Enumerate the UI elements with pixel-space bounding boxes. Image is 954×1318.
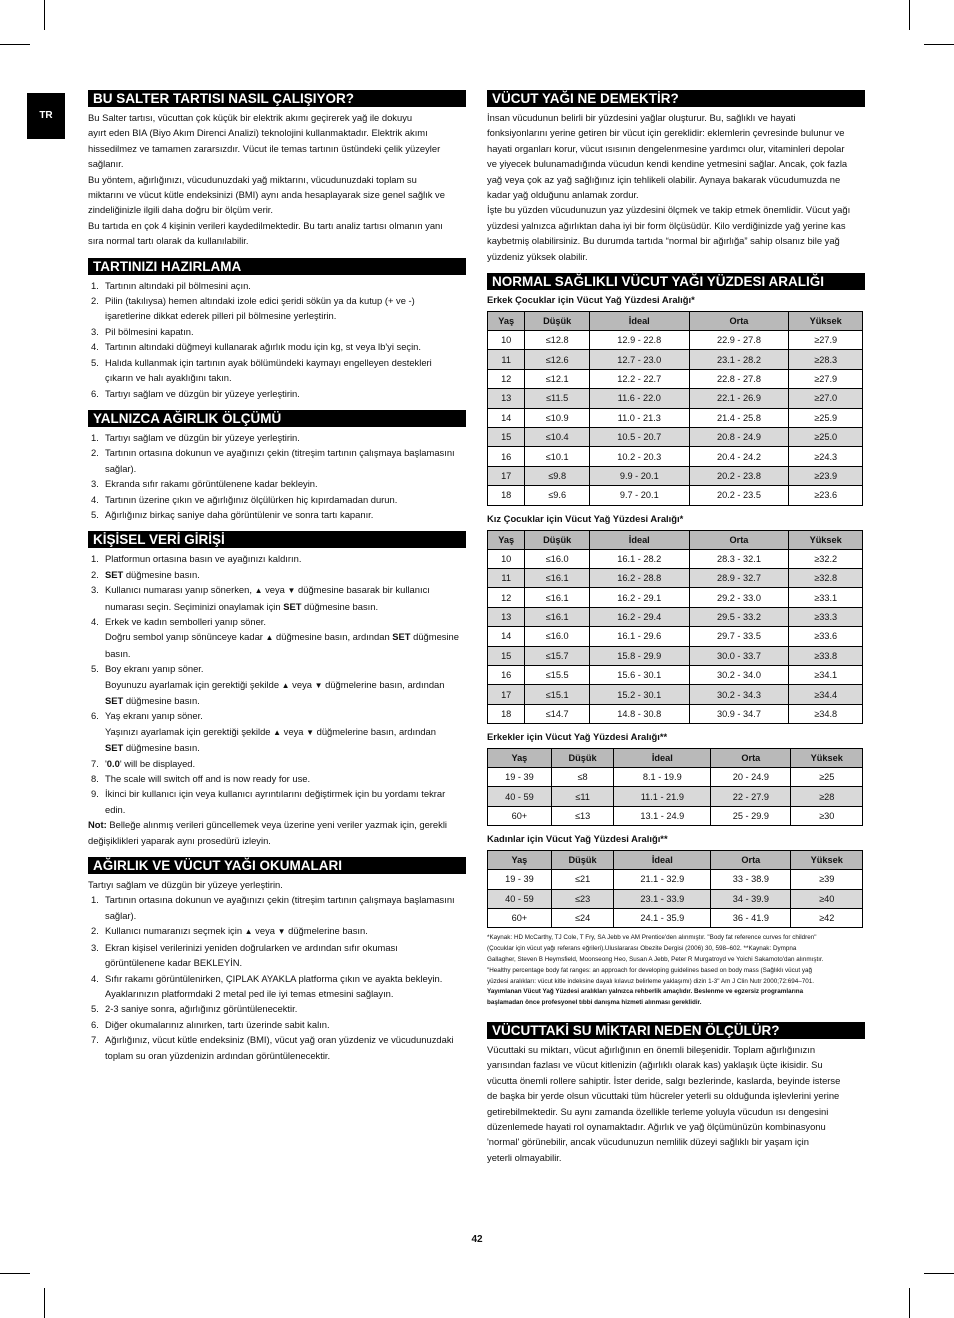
footnote-line: "Healthy percentage body fat ranges: an approach for developing guidelines based on body mass (Sağlıklı vücut yağ [487, 966, 812, 974]
triangle-down-icon: ▼ [306, 727, 314, 737]
list-item: 6. Diğer okumalarınız alınırken, tartı üzerinde sabit kalın. [91, 1018, 330, 1030]
footnote-line: Yayımlanan Vücut Yağ Yüzdesi aralıkları yalnızca rehberlik amaçlıdır. Beslenme ve egzersiz programlarına [487, 988, 804, 996]
column-header: Yaş [488, 530, 525, 549]
table-cell: 11 [488, 350, 525, 369]
readings-intro: Tartıyı sağlam ve düzgün bir yüzeye yerleştirin. [88, 879, 283, 891]
paragraph-line: fonksiyonlarını yerine getiren bir vücut için gereklidir: eklemlerin çevresinde bulunur ve [487, 127, 845, 139]
paragraph-line: Bu Salter tartısı, vücuttan çok küçük bir elektrik akımı geçirerek yağ ile dokuyu [88, 112, 413, 123]
table-cell: ≤8 [551, 768, 614, 787]
table-cell: 14 [488, 627, 525, 646]
table-row [488, 909, 863, 928]
paragraph-line: miktarını ve vücut kütle endeksinizi (BMI) aynı anda hesaplayarak size genel sağlık ve [88, 189, 445, 201]
table-cell: ≥33.3 [789, 607, 863, 626]
section-title-readings: AĞIRLIK VE VÜCUT YAĞI OKUMALARI [88, 857, 466, 874]
column-header: Yüksek [789, 312, 863, 331]
table-cell: 9.9 - 20.1 [589, 466, 689, 485]
table-cell: 11 [488, 568, 525, 587]
column-header: Orta [711, 749, 791, 768]
paragraph-line: zindeliğinizle ilgili daha doğru bir ölçüm verir. [88, 204, 273, 216]
table-caption-women: Kadınlar için Vücut Yağ Yüzdesi Aralığı** [487, 833, 668, 845]
table-cell: ≥32.8 [789, 568, 863, 587]
list-item: 3. Ekranda sıfır rakamı görüntülenene kadar bekleyin. [91, 478, 318, 490]
table-cell: 16.1 - 29.6 [589, 627, 689, 646]
table-cell: 13 [488, 607, 525, 626]
table-cell: ≤12.8 [525, 331, 590, 350]
table-cell: 60+ [488, 806, 552, 825]
table-cell: ≥27.0 [789, 389, 863, 408]
readings-steps [88, 892, 466, 1062]
table-cell: 22.8 - 27.8 [689, 369, 789, 388]
table-cell: 16.1 - 28.2 [589, 549, 689, 568]
table-cell: ≤15.7 [525, 646, 590, 665]
table-row [488, 350, 863, 369]
table-cell: ≤14.7 [525, 704, 590, 723]
paragraph-line: sağlanır. [88, 158, 124, 170]
table-cell: 24.1 - 35.9 [614, 909, 711, 928]
table-row [488, 768, 863, 787]
column-header: Orta [689, 312, 789, 331]
list-item: 5. Halıda kullanmak için tartının ayak bölümündeki kaymayı engelleyen destekleri çıkarın ve halı ayaklığını takın. [91, 356, 432, 384]
paragraph-line: kaybetmiş olabilirsiniz. Bu durumda tartıda “normal bir ağırlığa” sahip olsanız bile yağ [487, 235, 840, 247]
table-cell: ≥28.3 [789, 350, 863, 369]
table-cell: ≥32.2 [789, 549, 863, 568]
list-item: 3. Pil bölmesini kapatın. [91, 325, 194, 337]
table-cell: ≥42 [791, 909, 863, 928]
table-cell: ≤11.5 [525, 389, 590, 408]
triangle-up-icon: ▲ [273, 727, 282, 737]
column-header: Orta [711, 851, 791, 870]
paragraph-line: sıra normal tartı olarak da kullanılabilir. [88, 235, 249, 247]
crop-mark [909, 0, 910, 30]
column-header: İdeal [614, 851, 711, 870]
weight-only-steps [88, 430, 466, 522]
crop-mark [0, 1273, 30, 1274]
table-cell: ≤12.1 [525, 369, 590, 388]
table-cell: 8.1 - 19.9 [614, 768, 711, 787]
table-cell: ≤10.4 [525, 428, 590, 447]
list-item: 2. Pilin (takılıysa) hemen altındaki izole edici şeridi sökün ya da kutup (+ ve -) işaretlerine dikkat ederek pilleri pil bölmesine yerleştirin. [91, 295, 415, 322]
table-caption-boys: Erkek Çocuklar için Vücut Yağ Yüzdesi Aralığı* [487, 294, 695, 306]
paragraph-line: yüzdesi yalnızca ağırlıktan daha iyi bir form ölçüsüdür. Kilo verdiğinizde yağ yerine kas [487, 219, 846, 231]
table-row [488, 685, 863, 704]
body-fat-body [487, 110, 865, 264]
table-cell: 15 [488, 646, 525, 665]
paragraph-line: de başka bir yerde olsun vücuttaki tüm hücreler yeterli su olduğunda işlevlerini yerine [487, 1090, 840, 1102]
paragraph-line: ayırt eden BIA (Biyo Akım Direnci Analizi) teknolojini kullanmaktadır. Elektrik akımı [88, 127, 428, 139]
table-header-row [488, 312, 863, 331]
list-item: 1. Tartıyı sağlam ve düzgün bir yüzeye yerleştirin. [91, 431, 300, 443]
table-cell: ≥23.6 [789, 486, 863, 505]
paragraph-line: İnsan vücudunun belirli bir yüzdesini yağlar oluşturur. Bu, sağlıklı ve hayati [487, 112, 796, 123]
table-cell: ≥25 [791, 768, 863, 787]
section-title-weight-only: YALNIZCA AĞIRLIK ÖLÇÜMÜ [88, 410, 466, 427]
column-header: Yüksek [789, 530, 863, 549]
table-cell: 23.1 - 28.2 [689, 350, 789, 369]
footnote-line: *Kaynak: HD McCarthy, TJ Cole, T Fry, SA Jebb ve AM Prentice'den alınmıştır. "Body fat reference curves for children" [487, 934, 817, 942]
table-cell: 10 [488, 549, 525, 568]
table-row [488, 568, 863, 587]
list-item: 7. '0.0' will be displayed. [91, 757, 196, 769]
table-row [488, 889, 863, 908]
list-item: 4. Sıfır rakamı görüntülenirken, ÇIPLAK AYAKLA platforma çıkın ve ayakta bekleyin. Ayaklarınızın platformdaki 2 metal ped ile iyi temas etmesini sağlayın. [91, 972, 443, 999]
table-row [488, 331, 863, 350]
crop-mark [44, 1288, 45, 1318]
triangle-up-icon: ▲ [244, 927, 253, 937]
triangle-up-icon: ▲ [254, 586, 263, 596]
table-cell: ≤24 [551, 909, 614, 928]
left-column [88, 90, 466, 1063]
column-header: Düşük [551, 749, 614, 768]
list-item: 6. Tartıyı sağlam ve düzgün bir yüzeye yerleştirin. [91, 387, 300, 399]
table-cell: ≥24.3 [789, 447, 863, 466]
table-cell: 12.9 - 22.8 [589, 331, 689, 350]
table-cell: ≤15.1 [525, 685, 590, 704]
table-cell: 30.0 - 33.7 [689, 646, 789, 665]
table-cell: 10.2 - 20.3 [589, 447, 689, 466]
paragraph-line: Bu yöntem, ağırlığınızı, vücudunuzdaki yağ miktarını, vücudunuzdaki toplam su [88, 173, 417, 185]
table-row [488, 627, 863, 646]
table-cell: ≥33.8 [789, 646, 863, 665]
table-cell: 36 - 41.9 [711, 909, 791, 928]
footnote-line: Gallagher, Steven B Heymsfield, Moonseong Heo, Susan A Jebb, Peter R Murgatroyd ve Yoichi Sakamoto'dan alınmıştır. [487, 956, 824, 964]
list-item: 1. Platformun ortasına basın ve ayağınızı kaldırın. [91, 553, 302, 565]
table-row [488, 646, 863, 665]
table-row [488, 607, 863, 626]
table-cell: 20 - 24.9 [711, 768, 791, 787]
table-cell: 11.1 - 21.9 [614, 787, 711, 806]
table-cell: ≤10.9 [525, 408, 590, 427]
paragraph-line: yeterli olmayabilir. [487, 1151, 562, 1163]
table-cell: 12 [488, 369, 525, 388]
triangle-up-icon: ▲ [265, 633, 274, 643]
table-cell: 15.2 - 30.1 [589, 685, 689, 704]
crop-mark [0, 44, 30, 45]
how-it-works-body [88, 110, 466, 249]
crop-mark [924, 44, 954, 45]
table-cell: 30.2 - 34.0 [689, 665, 789, 684]
table-cell: ≥34.8 [789, 704, 863, 723]
table-cell: 29.2 - 33.0 [689, 588, 789, 607]
table-cell: 11.0 - 21.3 [589, 408, 689, 427]
paragraph-line: yarısından fazlası ve vücut kitlenizin (ağırlıklı olarak kas) yaklaşık üçte ikisidir. Su [487, 1059, 823, 1071]
triangle-up-icon: ▲ [281, 680, 290, 690]
table-cell: ≥23.9 [789, 466, 863, 485]
section-title-personal-data: KİŞİSEL VERİ GİRİŞİ [88, 531, 466, 548]
list-item: 3. Ekran kişisel verilerinizi yeniden doğrularken ve ardından sıfır okuması görüntülenene kadar BEKLEYİN. [91, 941, 398, 969]
table-cell: 16.2 - 28.8 [589, 568, 689, 587]
column-header: İdeal [589, 530, 689, 549]
column-header: Düşük [525, 530, 590, 549]
table-row [488, 369, 863, 388]
table-cell: 40 - 59 [488, 787, 552, 806]
table-header-row [488, 749, 863, 768]
table-cell: 9.7 - 20.1 [589, 486, 689, 505]
paragraph-line: vücutta önemli rollere sahiptir. İster deride, salgı bezlerinde, kaslarda, beyinde isterse [487, 1074, 841, 1086]
list-item: 4. Tartının altındaki düğmeyi kullanarak ağırlık modu için kg, st veya lb'yi seçin. [91, 341, 421, 353]
paragraph-line: İşte bu yüzden vücudunuzun yaz yüzdesini ölçmek ve takip etmek önemlidir. Vücut yağı [487, 204, 851, 216]
table-cell: 22 - 27.9 [711, 787, 791, 806]
table-cell: 20.4 - 24.2 [689, 447, 789, 466]
table-cell: 34 - 39.9 [711, 889, 791, 908]
table-cell: 30.9 - 34.7 [689, 704, 789, 723]
paragraph-line: hissedilmez ve tamamen zararsızdır. Vücut ile temas tartının üstündeki çelik yüzeyler [88, 142, 441, 154]
footnote-line: başlamadan önce profesyonel tıbbi danışma hizmeti alınması gereklidir. [487, 999, 702, 1007]
table-cell: ≤16.1 [525, 607, 590, 626]
table-cell: 16.2 - 29.1 [589, 588, 689, 607]
table-cell: 16.2 - 29.4 [589, 607, 689, 626]
table-row [488, 665, 863, 684]
table-caption-girls: Kız Çocuklar için Vücut Yağ Yüzdesi Aralığı* [487, 512, 684, 524]
table-cell: ≥30 [791, 806, 863, 825]
list-item: 5. 2-3 saniye sonra, ağırlığınız görüntülenecektir. [91, 1003, 298, 1015]
table-cell: ≤13 [551, 806, 614, 825]
list-item: 4. Tartının üzerine çıkın ve ağırlığınız ölçülürken hiç kıpırdamadan durun. [91, 493, 398, 505]
table-row [488, 704, 863, 723]
column-header: İdeal [614, 749, 711, 768]
table-cell: 18 [488, 704, 525, 723]
table-cell: 15 [488, 428, 525, 447]
list-item: 3. Kullanıcı numarası yanıp sönerken, ▲ veya ▼ düğmesine basarak bir kullanıcı numarası seçin. Seçiminizi onaylamak için SET düğmesine basın. [91, 584, 430, 612]
column-header: Yaş [488, 312, 525, 331]
table-cell: 12.2 - 22.7 [589, 369, 689, 388]
list-item: 2. Kullanıcı numaranızı seçmek için ▲ veya ▼ düğmelerine basın. [91, 925, 368, 937]
table-cell: ≥33.1 [789, 588, 863, 607]
table-cell: ≥34.1 [789, 665, 863, 684]
list-item: 2. SET düğmesine basın. [91, 568, 200, 580]
table-cell: 29.7 - 33.5 [689, 627, 789, 646]
water-body [487, 1042, 865, 1165]
table-row [488, 787, 863, 806]
table-row [488, 549, 863, 568]
table-men [487, 748, 863, 826]
triangle-down-icon: ▼ [314, 680, 323, 690]
table-cell: 15.6 - 30.1 [589, 665, 689, 684]
paragraph-line: Vücuttaki su miktarı, vücut ağırlığının en önemli bileşenidir. Toplam ağırlığınızın [487, 1044, 816, 1056]
table-cell: 15.8 - 29.9 [589, 646, 689, 665]
table-cell: ≤16.0 [525, 627, 590, 646]
preparing-steps [88, 278, 466, 401]
table-cell: 14.8 - 30.8 [589, 704, 689, 723]
table-cell: 12 [488, 588, 525, 607]
table-cell: ≥33.6 [789, 627, 863, 646]
list-item: 5. Ağırlığınız birkaç saniye daha görüntülenir ve sonra tartı kapanır. [91, 508, 374, 520]
column-header: Düşük [525, 312, 590, 331]
table-cell: 21.1 - 32.9 [614, 870, 711, 889]
paragraph-line: hayati organları korur, vücut ısısının dengelenmesine yardımcı olur, vitaminleri depolar [487, 142, 845, 154]
table-cell: 19 - 39 [488, 768, 552, 787]
paragraph-line: 'normal' görünebilir, ancak vücudunuzun nemlilik düzeyi sağlıklı bir yaşam için [487, 1136, 809, 1148]
table-cell: ≥28 [791, 787, 863, 806]
list-item: 9. İkinci bir kullanıcı için veya kullanıcı ayrıntılarını değiştirmek için bu yordamı tekrar edin. [91, 788, 446, 815]
page-number: 42 [471, 1234, 483, 1245]
list-item: 7. Ağırlığınız, vücut kütle endeksiniz (BMI), vücut yağ oran yüzdeniz ve vücudunuzdaki toplam su oran yüzdenizin ardından görüntülenecektir. [91, 1034, 454, 1061]
table-cell: 19 - 39 [488, 870, 552, 889]
paragraph-line: yüzdeniz yüksek olabilir. [487, 250, 588, 262]
table-cell: 30.2 - 34.3 [689, 685, 789, 704]
list-item: 1. Tartının ortasına dokunun ve ayağınızı çekin (titreşim tartının çalışmaya başlamasını sağlar). [91, 894, 455, 921]
table-cell: 23.1 - 33.9 [614, 889, 711, 908]
table-row [488, 806, 863, 825]
table-header-row [488, 851, 863, 870]
table-cell: 21.4 - 25.8 [689, 408, 789, 427]
table-cell: 33 - 38.9 [711, 870, 791, 889]
paragraph-line: düzenlemede hayati rol oynamaktadır. Ağırlık ve yağ ölçümünüzün kombinasyonu [487, 1121, 826, 1133]
triangle-down-icon: ▼ [277, 927, 286, 937]
column-header: Orta [689, 530, 789, 549]
footnote-line: yüzdesi aralıkları: vücut kitle indeksine dayalı kılavuz belirleme yaklaşımı) dizin 1-3" Am J Clin Nutr 2000;72:694–701. [487, 977, 815, 985]
table-cell: 20.8 - 24.9 [689, 428, 789, 447]
table-cell: ≤23 [551, 889, 614, 908]
table-cell: ≤12.6 [525, 350, 590, 369]
table-cell: 14 [488, 408, 525, 427]
table-cell: 29.5 - 33.2 [689, 607, 789, 626]
table-row [488, 428, 863, 447]
table-cell: ≤21 [551, 870, 614, 889]
table-cell: 17 [488, 685, 525, 704]
table-cell: 10.5 - 20.7 [589, 428, 689, 447]
table-cell: 22.9 - 27.8 [689, 331, 789, 350]
section-title-water: VÜCUTTAKİ SU MİKTARI NEDEN ÖLÇÜLÜR? [487, 1022, 865, 1039]
column-header: Düşük [551, 851, 614, 870]
paragraph-line: kadar yağ olduğunu anlamak zordur. [487, 189, 639, 201]
table-cell: 17 [488, 466, 525, 485]
table-cell: ≤11 [551, 787, 614, 806]
table-women [487, 850, 863, 928]
table-row [488, 447, 863, 466]
table-cell: ≥25.0 [789, 428, 863, 447]
paragraph-line: getirebilmektedir. Su aynı zamanda özellikle terleme yoluyla vücudun ısı dengesini [487, 1105, 829, 1117]
list-item: 5. Boy ekranı yanıp söner. Boyunuzu ayarlamak için gerektiği şekilde ▲ veya ▼ düğmelerine basın, ardından SET düğmesine basın. [91, 663, 445, 706]
paragraph-line: yağ veya çok az yağ sağlığınız için tehlikeli olabilir. Aynaya bakarak vücudumuzda ne [487, 173, 841, 185]
table-cell: 20.2 - 23.8 [689, 466, 789, 485]
table-cell: 22.1 - 26.9 [689, 389, 789, 408]
section-title-fat-ranges: NORMAL SAĞLIKLI VÜCUT YAĞI YÜZDESI ARALIĞI [487, 273, 865, 290]
table-row [488, 408, 863, 427]
table-cell: ≤16.1 [525, 568, 590, 587]
table-girls [487, 530, 863, 725]
table-cell: 12.7 - 23.0 [589, 350, 689, 369]
right-column [487, 90, 865, 1165]
table-cell: 60+ [488, 909, 552, 928]
crop-mark [924, 1273, 954, 1274]
table-cell: ≥39 [791, 870, 863, 889]
table-row [488, 466, 863, 485]
personal-data-steps [88, 551, 466, 817]
table-cell: ≤10.1 [525, 447, 590, 466]
list-item: 1. Tartının altındaki pil bölmesini açın. [91, 279, 251, 291]
paragraph-line: ve yiyecek bulunamadığında vücudun kendi kendine yetmesini sağlar. Ancak, çok fazla [487, 158, 848, 170]
table-row [488, 588, 863, 607]
table-header-row [488, 530, 863, 549]
list-item: 2. Tartının ortasına dokunun ve ayağınızı çekin (titreşim tartının çalışmaya başlamasını sağlar). [91, 447, 455, 474]
column-header: Yaş [488, 851, 552, 870]
table-cell: 28.9 - 32.7 [689, 568, 789, 587]
section-title-body-fat: VÜCUT YAĞI NE DEMEKTİR? [487, 90, 865, 107]
section-title-how-it-works: BU SALTER TARTISI NASIL ÇALIŞIYOR? [88, 90, 466, 107]
table-cell: 13.1 - 24.9 [614, 806, 711, 825]
table-cell: ≥27.9 [789, 369, 863, 388]
table-cell: ≤16.0 [525, 549, 590, 568]
note: Not: Belleğe alınmış verileri güncellemek veya üzerine yeni veriler yazmak için, gerekli değişiklikleri yaparak aynı prosedürü izleyin. [88, 819, 447, 846]
table-cell: 10 [488, 331, 525, 350]
column-header: Yüksek [791, 749, 863, 768]
table-cell: 11.6 - 22.0 [589, 389, 689, 408]
list-item: 8. The scale will switch off and is now ready for use. [91, 773, 311, 785]
footnote-line: (Çocuklar için vücut yağı referans eğrileri).Uluslararası Obezite Dergisi (2006) 30, 598–602. **Kaynak: Dympna [487, 945, 797, 953]
table-row [488, 389, 863, 408]
paragraph-line: Bu tartıda en çok 4 kişinin verileri kaydedilmektedir. Bu tartı analiz tartısı olmanın yanı [88, 219, 443, 231]
column-header: Yüksek [791, 851, 863, 870]
table-caption-men: Erkekler için Vücut Yağ Yüzdesi Aralığı** [487, 731, 668, 743]
list-item: 6. Yaş ekranı yanıp söner. Yaşınızı ayarlamak için gerektiği şekilde ▲ veya ▼ düğmelerine basın, ardından SET düğmesine basın. [91, 710, 436, 754]
table-cell: ≥34.4 [789, 685, 863, 704]
table-cell: ≤15.5 [525, 665, 590, 684]
footnote [487, 934, 865, 1008]
table-cell: 28.3 - 32.1 [689, 549, 789, 568]
table-cell: ≥25.9 [789, 408, 863, 427]
table-cell: ≤9.6 [525, 486, 590, 505]
column-header: İdeal [589, 312, 689, 331]
table-row [488, 870, 863, 889]
table-cell: 18 [488, 486, 525, 505]
table-cell: ≥27.9 [789, 331, 863, 350]
table-boys [487, 311, 863, 506]
table-cell: ≥40 [791, 889, 863, 908]
table-cell: 16 [488, 447, 525, 466]
column-header: Yaş [488, 749, 552, 768]
table-row [488, 486, 863, 505]
triangle-down-icon: ▼ [287, 586, 296, 596]
language-tab: TR [27, 93, 65, 139]
list-item: 4. Erkek ve kadın sembolleri yanıp söner. Doğru sembol yanıp sönünceye kadar ▲ düğmesine basın, ardından SET düğmesine basın. [91, 615, 459, 659]
table-cell: 20.2 - 23.5 [689, 486, 789, 505]
section-title-preparing: TARTINIZI HAZIRLAMA [88, 258, 466, 275]
table-cell: 13 [488, 389, 525, 408]
table-cell: 16 [488, 665, 525, 684]
table-cell: ≤16.1 [525, 588, 590, 607]
table-cell: 25 - 29.9 [711, 806, 791, 825]
crop-mark [44, 0, 45, 30]
crop-mark [909, 1288, 910, 1318]
table-cell: 40 - 59 [488, 889, 552, 908]
table-cell: ≤9.8 [525, 466, 590, 485]
